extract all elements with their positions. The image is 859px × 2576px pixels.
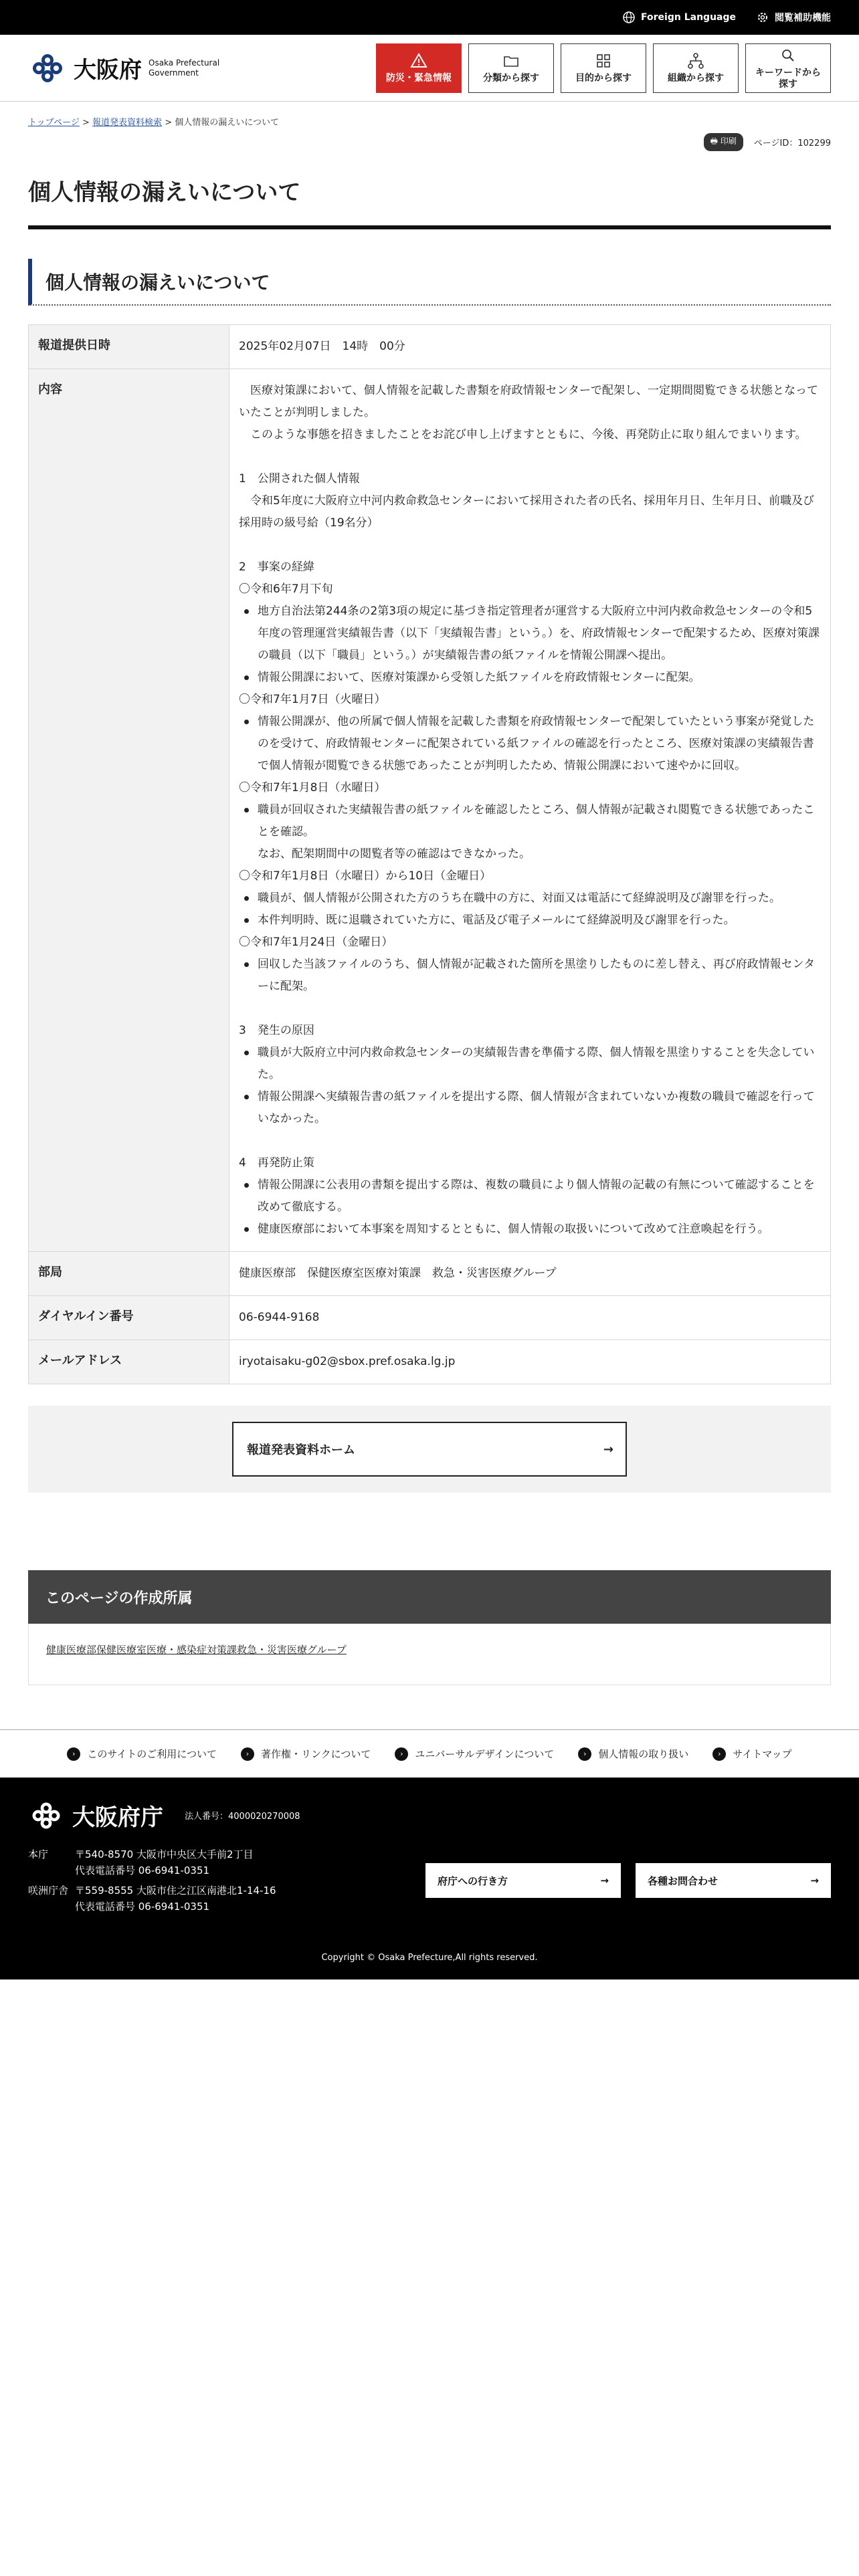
folder-icon: [502, 51, 520, 70]
browsing-support-link[interactable]: [756, 11, 831, 24]
logo-name: 大阪府: [74, 57, 142, 84]
timeline-date-1: 〇令和6年7月下旬: [239, 582, 333, 596]
timeline-list-1: [239, 601, 821, 689]
breadcrumb-separator: >: [165, 118, 173, 128]
page-owner-body: [28, 1624, 831, 1685]
list-item: 職員が大阪府立中河内救命救急センターの実績報告書を準備する際、個人情報を黒塗りすることを失念していた。: [239, 1042, 821, 1086]
section2-title: 2 事案の経緯: [239, 560, 314, 574]
chevron-right-icon: ›: [578, 1747, 591, 1761]
date-label: 報道提供日時: [29, 325, 229, 369]
page-owner-box: [28, 1570, 831, 1685]
timeline-date-5: 〇令和7年1月24日（金曜日）: [239, 936, 393, 949]
dept-value: 健康医療部 保健医療室医療対策課 救急・災害医療グループ: [229, 1252, 831, 1296]
footer-nav-label: 個人情報の取り扱い: [598, 1748, 689, 1760]
logo-english-line2: Government: [149, 68, 199, 78]
hq-tel: 代表電話番号 06-6941-0351: [75, 1864, 210, 1876]
arrow-right-icon: →: [810, 1874, 819, 1887]
table-row: [29, 1340, 831, 1384]
foreign-language-link[interactable]: [622, 11, 736, 24]
footer-nav-label: このサイトのご利用について: [87, 1748, 217, 1760]
list-item: 情報公開課が、他の所属で個人情報を記載した書類を府政情報センターで配架していたという事案が発覚したのを受けて、府政情報センターに配架されている紙ファイルの確認を行ったところ、医療対策課の実績報告書で個人情報が閲覧できる状態であったことが判明したため、情報公開課において速やかに回収。: [239, 711, 821, 777]
footer-nav-label: サイトマップ: [733, 1748, 792, 1760]
print-button[interactable]: 🖶 印刷: [704, 133, 743, 151]
category-search-button[interactable]: [468, 43, 554, 93]
list-item: 回収した当該ファイルのうち、個人情報が記載された箇所を黒塗りしたものに差し替え、再び府政情報センターに配架。: [239, 954, 821, 998]
logo-english-line1: Osaka Prefectural: [149, 58, 220, 68]
dept-label: 部局: [29, 1252, 229, 1296]
site-header: [0, 35, 859, 102]
grid-icon: [594, 51, 613, 70]
chevron-right-icon: ›: [67, 1747, 80, 1761]
logo-english: [149, 58, 219, 78]
table-row: [29, 325, 831, 369]
timeline-list-5: [239, 954, 821, 998]
section3-title: 3 発生の原因: [239, 1024, 314, 1037]
access-label: 府庁への行き方: [438, 1874, 508, 1887]
contact-button[interactable]: [636, 1863, 831, 1898]
list-item: 情報公開課において、医療対策課から受領した紙ファイルを府政情報センターに配架。: [239, 667, 821, 689]
section-title: 個人情報の漏えいについて: [28, 259, 831, 306]
list-item: 情報公開課へ実績報告書の紙ファイルを提出する際、個人情報が含まれていないか複数の職員で確認を行っていなかった。: [239, 1086, 821, 1130]
list-item: 健康医療部において本事案を周知するとともに、個人情報の取扱いについて改めて注意喚起を行う。: [239, 1218, 821, 1241]
copyright: Copyright © Osaka Prefecture,All rights reserved.: [321, 1953, 538, 1963]
org-chart-icon: [686, 51, 705, 70]
access-button[interactable]: [425, 1863, 621, 1898]
press-release-table: [28, 324, 831, 1384]
contact-label: 各種お問合わせ: [648, 1874, 719, 1887]
corporate-number: 法人番号：4000020270008: [185, 1812, 300, 1822]
footer-nav: [0, 1729, 859, 1778]
arrow-right-icon: →: [600, 1874, 609, 1887]
hq-address: 〒540-8570 大阪市中央区大手前2丁目: [75, 1848, 254, 1860]
site-logo[interactable]: [28, 51, 219, 84]
warning-icon: [409, 51, 428, 70]
category-search-label: 分類から探す: [483, 73, 539, 84]
breadcrumb-separator: >: [82, 118, 90, 128]
header-nav: [376, 43, 831, 93]
cause-list: [239, 1042, 821, 1130]
footer-nav-item[interactable]: [712, 1747, 791, 1761]
dial-label: ダイヤルイン番号: [29, 1296, 229, 1340]
footer-nav-label: 著作権・リンクについて: [260, 1748, 371, 1760]
footer-nav-label: ユニバーサルデザインについて: [415, 1748, 555, 1760]
list-item: 職員が、個人情報が公開された方のうち在職中の方に、対面又は電話にて経緯説明及び謝罪を行った。: [239, 887, 821, 909]
footer-nav-item[interactable]: [67, 1747, 217, 1761]
table-row: [29, 1252, 831, 1296]
timeline-date-3: 〇令和7年1月8日（水曜日）: [239, 781, 386, 794]
sakishima-label: 咲洲庁舎: [28, 1885, 69, 1897]
mail-value: iryotaisaku-g02@sbox.pref.osaka.lg.jp: [229, 1340, 831, 1384]
timeline-list-2: [239, 711, 821, 777]
chevron-right-icon: ›: [241, 1747, 254, 1761]
footer-buttons: [425, 1863, 831, 1898]
content-body: [229, 369, 831, 1252]
page-id: ページID：102299: [753, 138, 831, 148]
top-utility-bar: [0, 0, 859, 35]
mail-label: メールアドレス: [29, 1340, 229, 1384]
timeline-list-4: [239, 887, 821, 932]
footer-nav-item[interactable]: [241, 1747, 371, 1761]
keyword-search-label-1: キーワードから: [755, 67, 821, 78]
chevron-right-icon: ›: [395, 1747, 408, 1761]
footer-nav-item[interactable]: [395, 1747, 554, 1761]
list-item: 職員が回収された実績報告書の紙ファイルを確認したところ、個人情報が記載され閲覧できる状態であったことを確認。: [239, 799, 821, 843]
globe-icon: [622, 11, 636, 24]
keyword-search-label-2: 探す: [779, 78, 797, 90]
foreign-language-label: Foreign Language: [641, 12, 736, 23]
page-meta: [0, 133, 859, 151]
intro-paragraph-1: 医療対策課において、個人情報を記載した書類を府政情報センターで配架し、一定期間閲覧できる状態となっていたことが判明しました。: [239, 384, 818, 419]
organization-search-button[interactable]: [653, 43, 739, 93]
page-owner-heading: このページの作成所属: [28, 1570, 831, 1624]
press-home-box: [28, 1406, 831, 1493]
sakishima-tel: 代表電話番号 06-6941-0351: [75, 1901, 210, 1913]
section1-body: 令和5年度に大阪府立中河内救命救急センターにおいて採用された者の氏名、採用年月日、生年月日、前職及び採用時の級号給（19名分）: [239, 494, 815, 530]
section1-title: 1 公開された個人情報: [239, 472, 360, 486]
emergency-info-label: 防災・緊急情報: [386, 73, 452, 84]
list-item: 地方自治法第244条の2第3項の規定に基づき指定管理者が運営する大阪府立中河内救命救急センターの令和5年度の管理運営実績報告書（以下「実績報告書」という。）を、府政情報センターで配架するため、医療対策課の職員（以下「職員」という。）が実績報告書の紙ファイルを情報公開課へ提出。: [239, 601, 821, 667]
press-home-label: 報道発表資料ホーム: [247, 1443, 355, 1457]
purpose-search-label: 目的から探す: [575, 73, 632, 84]
footer-logo-name: 大阪府庁: [72, 1804, 163, 1831]
purpose-search-button[interactable]: [561, 43, 646, 93]
keyword-search-button[interactable]: [745, 43, 831, 93]
chevron-right-icon: ›: [712, 1747, 726, 1761]
page-owner-link[interactable]: 健康医療部保健医療室医療・感染症対策課救急・災害医療グループ: [46, 1644, 347, 1656]
press-home-button[interactable]: [232, 1422, 627, 1477]
list-item: 情報公開課に公表用の書類を提出する際は、複数の職員により個人情報の記載の有無について確認することを改めて徹底する。: [239, 1174, 821, 1218]
footer-nav-item[interactable]: [578, 1747, 688, 1761]
search-icon: [779, 46, 797, 65]
footer-logo: [28, 1799, 831, 1832]
section4-title: 4 再発防止策: [239, 1156, 314, 1170]
osaka-logo-icon: [28, 1802, 64, 1830]
timeline-date-4: 〇令和7年1月8日（水曜日）から10日（金曜日）: [239, 869, 492, 883]
browsing-support-label: 閲覧補助機能: [775, 13, 831, 23]
emergency-info-button[interactable]: [376, 43, 462, 93]
table-row: [29, 369, 831, 1252]
hq-label: 本庁: [28, 1848, 49, 1860]
content-label: 内容: [29, 369, 229, 1252]
dial-value: 06-6944-9168: [229, 1296, 831, 1340]
page-title: 個人情報の漏えいについて: [28, 174, 831, 229]
intro-paragraph-2: このような事態を招きましたことをお詫び申し上げますとともに、今後、再発防止に取り組んでまいります。: [250, 428, 807, 441]
table-row: [29, 1296, 831, 1340]
breadcrumb: [0, 115, 859, 128]
timeline-list-3: [239, 799, 821, 843]
date-value: 2025年02月07日 14時 00分: [229, 325, 831, 369]
arrow-right-icon: →: [603, 1442, 613, 1457]
list-item: 本件判明時、既に退職されていた方に、電話及び電子メールにて経緯説明及び謝罪を行った。: [239, 909, 821, 932]
organization-search-label: 組織から探す: [668, 73, 724, 84]
timeline-note: なお、配架期間中の閲覧者等の確認はできなかった。: [258, 847, 531, 861]
print-label: 印刷: [720, 136, 737, 146]
osaka-logo-icon: [28, 53, 67, 83]
timeline-date-2: 〇令和7年1月7日（火曜日）: [239, 693, 386, 706]
site-footer: [0, 1778, 859, 1979]
prevention-list: [239, 1174, 821, 1241]
gear-icon: [756, 11, 769, 24]
breadcrumb-current: 個人情報の漏えいについて: [175, 118, 279, 128]
sakishima-address: 〒559-8555 大阪市住之江区南港北1-14-16: [75, 1885, 276, 1897]
breadcrumb-search-link[interactable]: 報道発表資料検索: [92, 118, 163, 128]
breadcrumb-top-link[interactable]: トップページ: [28, 118, 80, 128]
